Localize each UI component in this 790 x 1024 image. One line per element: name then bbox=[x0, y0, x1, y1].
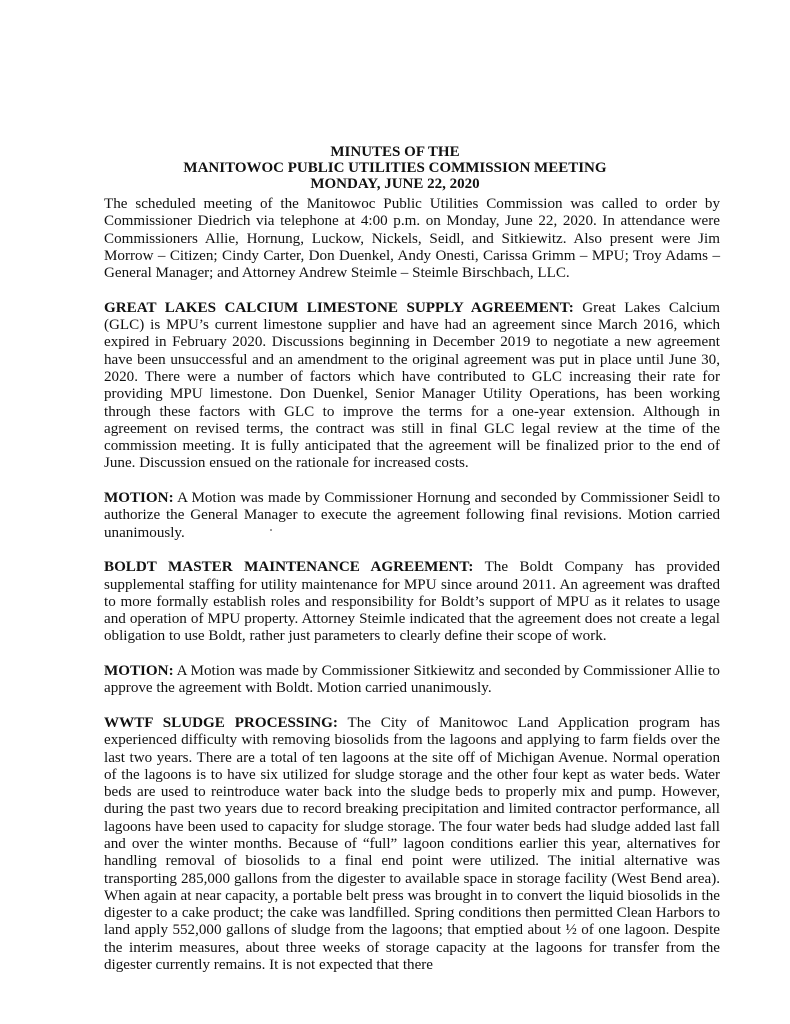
section-heading: MOTION: bbox=[104, 663, 174, 680]
document-title bbox=[0, 144, 790, 192]
section-heading: WWTF SLUDGE PROCESSING: bbox=[104, 714, 338, 731]
section-heading: GREAT LAKES CALCIUM LIMESTONE SUPPLY AGREEMENT: bbox=[104, 299, 574, 316]
paragraph-text: A Motion was made by Commissioner Sitkiewitz and seconded by Commissioner Allie to approve the agreement with Boldt. Motion carried unanimously. bbox=[104, 663, 720, 697]
title-line-1: MINUTES OF THE bbox=[330, 144, 460, 160]
paragraph-call-to-order bbox=[104, 196, 720, 282]
paragraph-text: Great Lakes Calcium (GLC) is MPU’s current limestone supplier and have had an agreement since March 2016, which expired in February 2020. Discussions beginning in December 2019 to negotiate a new agreement have been unsuccessful and an amendment to the original agreement was put in place until June 30, 2020. There were a number of factors which have contributed to GLC increasing their rate for providing MPU limestone. Don Duenkel, Senior Manager Utility Operations, has been working through these factors with GLC to improve the terms for a one-year extension. Although in agreement on revised terms, the contract was still in final GLC legal review at the time of the commission meeting. It is fully anticipated that the agreement will be finalized prior to the end of June. Discussion ensued on the rationale for increased costs. bbox=[104, 299, 720, 472]
paragraph-text: The scheduled meeting of the Manitowoc Public Utilities Commission was called to order by Commissioner Diedrich via telephone at 4:00 p.m. on Monday, June 22, 2020. In attendance were Commissioners Allie, Hornung, Luckow, Nickels, Seidl, and Sitkiewitz. Also present were Jim Morrow – Citizen; Cindy Carter, Don Duenkel, Andy Onesti, Carissa Grimm – MPU; Troy Adams – General Manager; and Attorney Andrew Steimle – Steimle Birschbach, LLC. bbox=[104, 196, 720, 282]
paragraph-text: A Motion was made by Commissioner Hornung and seconded by Commissioner Seidl to authorize the General Manager to execute the agreement following final revisions. Motion carried unanimously. bbox=[104, 490, 720, 541]
paragraph-motion-boldt bbox=[104, 663, 720, 698]
paragraph-sludge-processing bbox=[104, 715, 720, 974]
paragraph-limestone-agreement bbox=[104, 300, 720, 473]
paragraph-text: The Boldt Company has provided supplemental staffing for utility maintenance for MPU since around 2011. An agreement was drafted to more formally establish roles and responsibility for Boldt’s support of MPU as it relates to usage and operation of MPU property. Attorney Steimle indicated that the agreement does not create a legal obligation to use Boldt, rather just parameters to clearly define their scope of work. bbox=[104, 559, 720, 645]
paragraph-motion-limestone bbox=[104, 490, 720, 542]
paragraph-text: The City of Manitowoc Land Application program has experienced difficulty with removing biosolids from the lagoons and applying to farm fields over the last two years. There are a total of ten lagoons at the site off of Michigan Avenue. Normal operation of the lagoons is to have six utilized for sludge storage and the other four kept as water beds. Water beds are used to reintroduce water back into the sludge beds to properly mix and pump. However, during the past two years due to record breaking precipitation and limited contractor performance, all lagoons have been used to capacity for sludge storage. The four water beds had sludge added last fall and over the winter months. Because of “full” lagoon conditions earlier this year, alternatives for handling removal of biosolids to a final end point were utilized. The initial alternative was transporting 285,000 gallons from the digester to available space in storage facility (West Bend area). When again at near capacity, a portable belt press was brought in to convert the liquid biosolids in the digester to a cake product; the cake was landfilled. Spring conditions then permitted Clean Harbors to land apply 552,000 gallons of sludge from the lagoons; that emptied about ½ of one lagoon. Despite the interim measures, about three weeks of storage capacity at the lagoons for transfer from the digester currently remains. It is not expected that there bbox=[104, 714, 720, 974]
title-line-3: MONDAY, JUNE 22, 2020 bbox=[310, 176, 480, 192]
scan-speck bbox=[270, 529, 272, 531]
section-heading: BOLDT MASTER MAINTENANCE AGREEMENT: bbox=[104, 559, 474, 576]
document-body bbox=[104, 196, 720, 992]
paragraph-boldt-agreement bbox=[104, 559, 720, 645]
title-line-2: MANITOWOC PUBLIC UTILITIES COMMISSION MEETING bbox=[183, 160, 607, 176]
section-heading: MOTION: bbox=[104, 490, 174, 507]
